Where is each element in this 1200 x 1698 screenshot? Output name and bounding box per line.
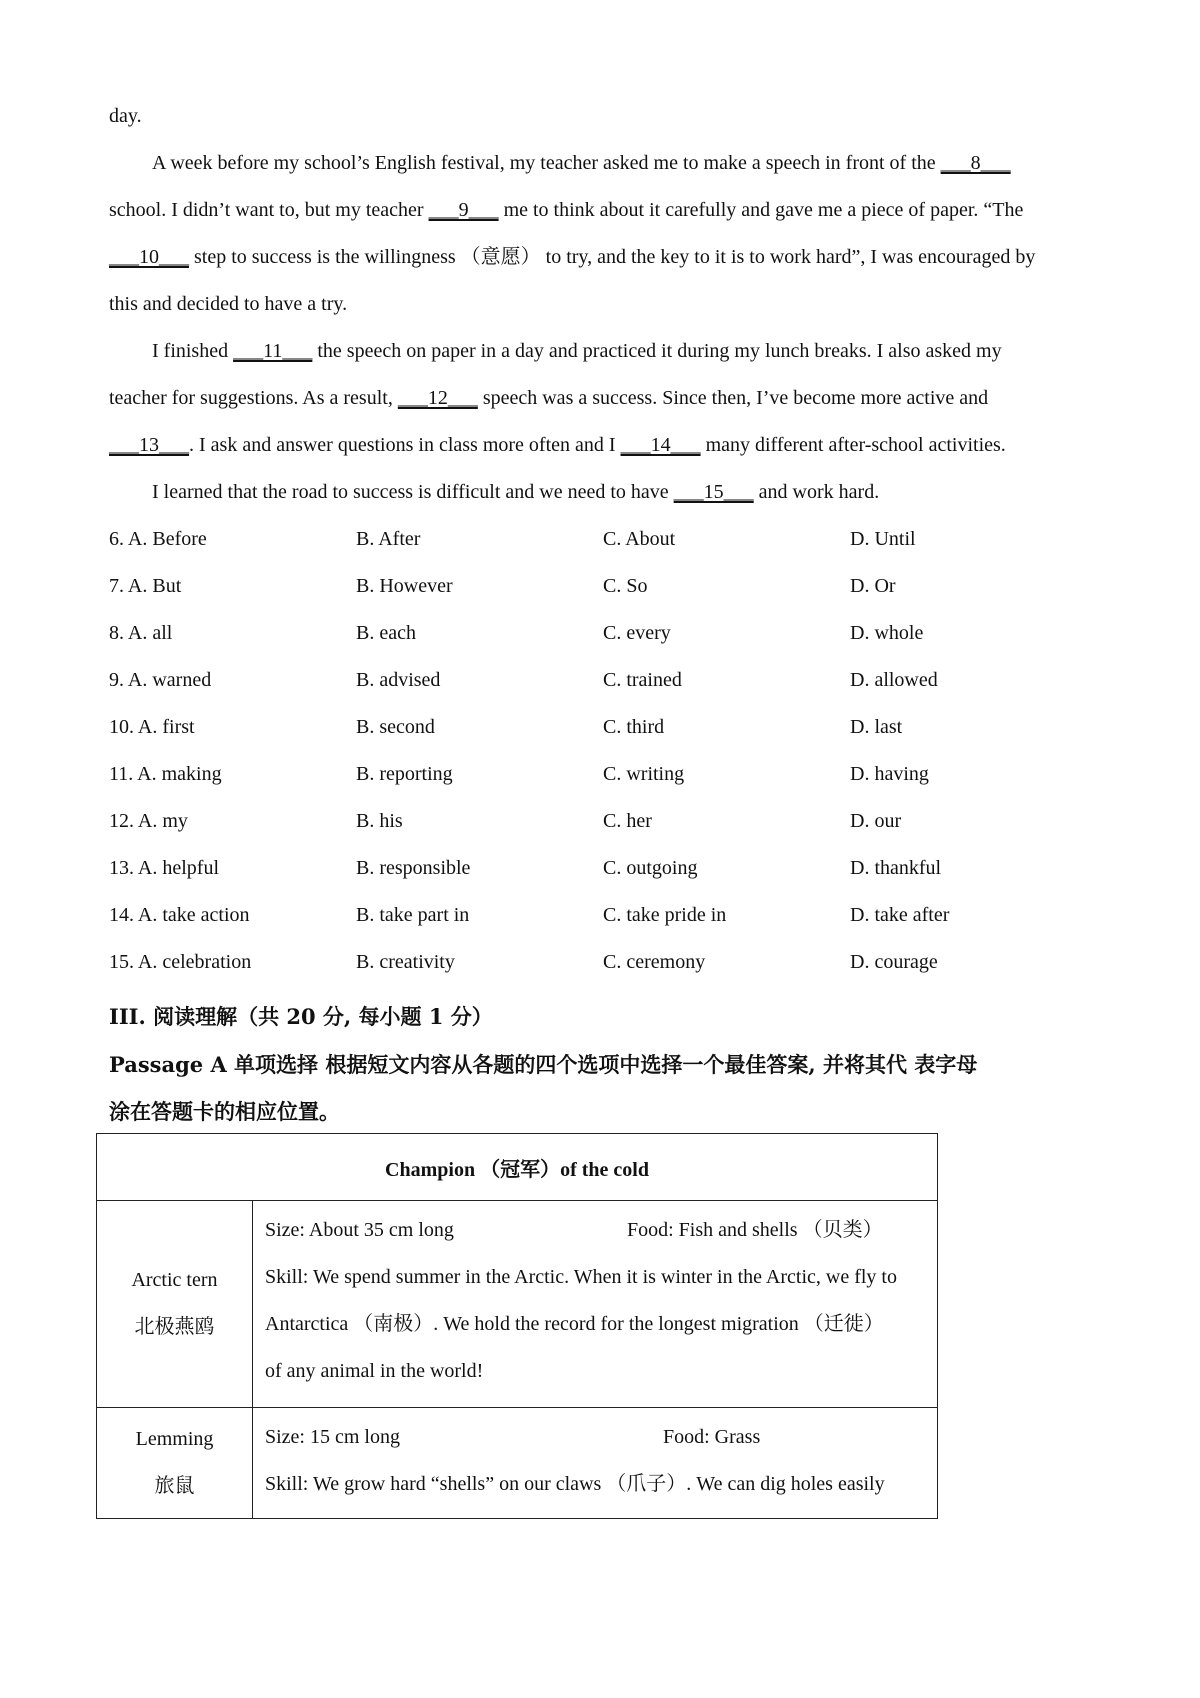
passage-text: many different after-school activities. bbox=[700, 434, 1006, 456]
question-option-a: 12. A. my bbox=[109, 810, 188, 832]
passage-line bbox=[109, 243, 1035, 271]
passage-text: speech was a success. Since then, I’ve become more active and bbox=[477, 387, 989, 409]
question-option-b: B. each bbox=[356, 622, 416, 644]
passage-text: and work hard. bbox=[753, 481, 880, 503]
question-option-a: 15. A. celebration bbox=[109, 951, 252, 973]
question-option-d: D. take after bbox=[850, 904, 950, 926]
question-option-b: B. his bbox=[356, 810, 403, 832]
question-option-a: 13. A. helpful bbox=[109, 857, 219, 879]
animal-name-zh: 旅鼠 bbox=[154, 1475, 195, 1497]
passage-line bbox=[109, 196, 1023, 224]
passage-a-instructions: Passage A 单项选择 根据短文内容从各题的四个选项中选择一个最佳答案, 并将其代 表字母 bbox=[109, 1052, 978, 1077]
question-option-c: C. take pride in bbox=[603, 904, 727, 926]
passage-a-instructions-cont: 涂在答题卡的相应位置。 bbox=[109, 1099, 340, 1124]
blank-14: ___14___ bbox=[620, 434, 701, 456]
question-option-a: 6. A. Before bbox=[109, 528, 207, 550]
question-option-d: D. Until bbox=[850, 528, 916, 550]
question-option-d: D. allowed bbox=[850, 669, 938, 691]
question-option-c: C. outgoing bbox=[603, 857, 698, 879]
question-option-c: C. writing bbox=[603, 763, 685, 785]
question-option-c: C. About bbox=[603, 528, 676, 550]
passage-text: the speech on paper in a day and practiced it during my lunch breaks. I also asked my bbox=[312, 340, 1002, 362]
question-option-c: C. trained bbox=[603, 669, 682, 691]
animal-food: Food: Grass bbox=[663, 1426, 761, 1448]
animal-name-cell bbox=[97, 1201, 253, 1408]
question-option-d: D. having bbox=[850, 763, 929, 785]
blank-13: ___13___ bbox=[109, 434, 189, 456]
passage-text: this and decided to have a try. bbox=[109, 293, 348, 315]
blank-11: ___11___ bbox=[233, 340, 313, 362]
animal-size: Size: 15 cm long bbox=[265, 1426, 400, 1448]
animal-name-en: Lemming bbox=[135, 1428, 214, 1450]
animal-skill: Skill: We spend summer in the Arctic. When it is winter in the Arctic, we fly to bbox=[265, 1266, 897, 1288]
animal-size: Size: About 35 cm long bbox=[265, 1219, 454, 1241]
question-option-c: C. ceremony bbox=[603, 951, 706, 973]
passage-text: teacher for suggestions. As a result, bbox=[109, 387, 398, 409]
passage-line bbox=[109, 431, 1006, 459]
table-title: Champion （冠军）of the cold bbox=[97, 1134, 938, 1201]
question-option-a: 7. A. But bbox=[109, 575, 182, 597]
passage-text: school. I didn’t want to, but my teacher bbox=[109, 199, 429, 221]
question-option-b: B. second bbox=[356, 716, 435, 738]
animal-name-zh: 北极燕鸥 bbox=[134, 1316, 215, 1338]
question-option-c: C. every bbox=[603, 622, 671, 644]
passage-text: day. bbox=[109, 105, 142, 127]
question-option-c: C. So bbox=[603, 575, 648, 597]
question-option-d: D. Or bbox=[850, 575, 896, 597]
question-option-d: D. last bbox=[850, 716, 903, 738]
animal-name-cell bbox=[97, 1408, 253, 1519]
section-heading: III. 阅读理解（共 20 分, 每小题 1 分） bbox=[109, 1004, 493, 1029]
question-option-a: 11. A. making bbox=[109, 763, 222, 785]
blank-15: ___15___ bbox=[673, 481, 754, 503]
question-option-b: B. advised bbox=[356, 669, 441, 691]
question-option-b: B. creativity bbox=[356, 951, 455, 973]
question-option-b: B. However bbox=[356, 575, 453, 597]
question-option-a: 9. A. warned bbox=[109, 669, 212, 691]
passage-line bbox=[152, 337, 1002, 365]
question-option-b: B. take part in bbox=[356, 904, 470, 926]
table-row bbox=[97, 1408, 938, 1519]
question-option-a: 10. A. first bbox=[109, 716, 195, 738]
champion-table bbox=[96, 1133, 938, 1519]
animal-skill: Antarctica （南极）. We hold the record for the longest migration （迁徙） bbox=[265, 1313, 884, 1335]
passage-line bbox=[109, 384, 988, 412]
question-option-d: D. thankful bbox=[850, 857, 942, 879]
passage-line bbox=[109, 102, 142, 130]
question-option-b: B. After bbox=[356, 528, 421, 550]
animal-skill: Skill: We grow hard “shells” on our claws （爪子）. We can dig holes easily bbox=[265, 1473, 885, 1495]
passage-text: . I ask and answer questions in class more often and I bbox=[189, 434, 621, 456]
question-option-d: D. whole bbox=[850, 622, 924, 644]
passage-line bbox=[109, 290, 347, 318]
blank-10: ___10___ bbox=[109, 246, 189, 268]
table-row bbox=[97, 1201, 938, 1408]
animal-info-cell bbox=[253, 1201, 938, 1408]
passage-text: I learned that the road to success is difficult and we need to have bbox=[152, 481, 674, 503]
question-option-d: D. our bbox=[850, 810, 902, 832]
animal-info-cell bbox=[253, 1408, 938, 1519]
blank-8: ___8___ bbox=[940, 152, 1011, 174]
question-option-d: D. courage bbox=[850, 951, 938, 973]
question-option-a: 14. A. take action bbox=[109, 904, 250, 926]
question-option-a: 8. A. all bbox=[109, 622, 173, 644]
animal-skill: of any animal in the world! bbox=[265, 1360, 484, 1382]
passage-line bbox=[152, 478, 879, 506]
animal-food: Food: Fish and shells （贝类） bbox=[627, 1219, 883, 1241]
passage-line bbox=[152, 149, 1011, 177]
blank-12: ___12___ bbox=[397, 387, 478, 409]
passage-text: me to think about it carefully and gave me a piece of paper. “The bbox=[498, 199, 1024, 221]
question-option-b: B. reporting bbox=[356, 763, 453, 785]
passage-text: step to success is the willingness （意愿） to try, and the key to it is to work hard”, I was encouraged by bbox=[189, 246, 1036, 268]
question-option-b: B. responsible bbox=[356, 857, 471, 879]
question-option-c: C. third bbox=[603, 716, 665, 738]
blank-9: ___9___ bbox=[428, 199, 499, 221]
animal-name-en: Arctic tern bbox=[131, 1269, 218, 1291]
question-option-c: C. her bbox=[603, 810, 652, 832]
passage-text: I finished bbox=[152, 340, 234, 362]
passage-text: A week before my school’s English festival, my teacher asked me to make a speech in front of the bbox=[152, 152, 941, 174]
